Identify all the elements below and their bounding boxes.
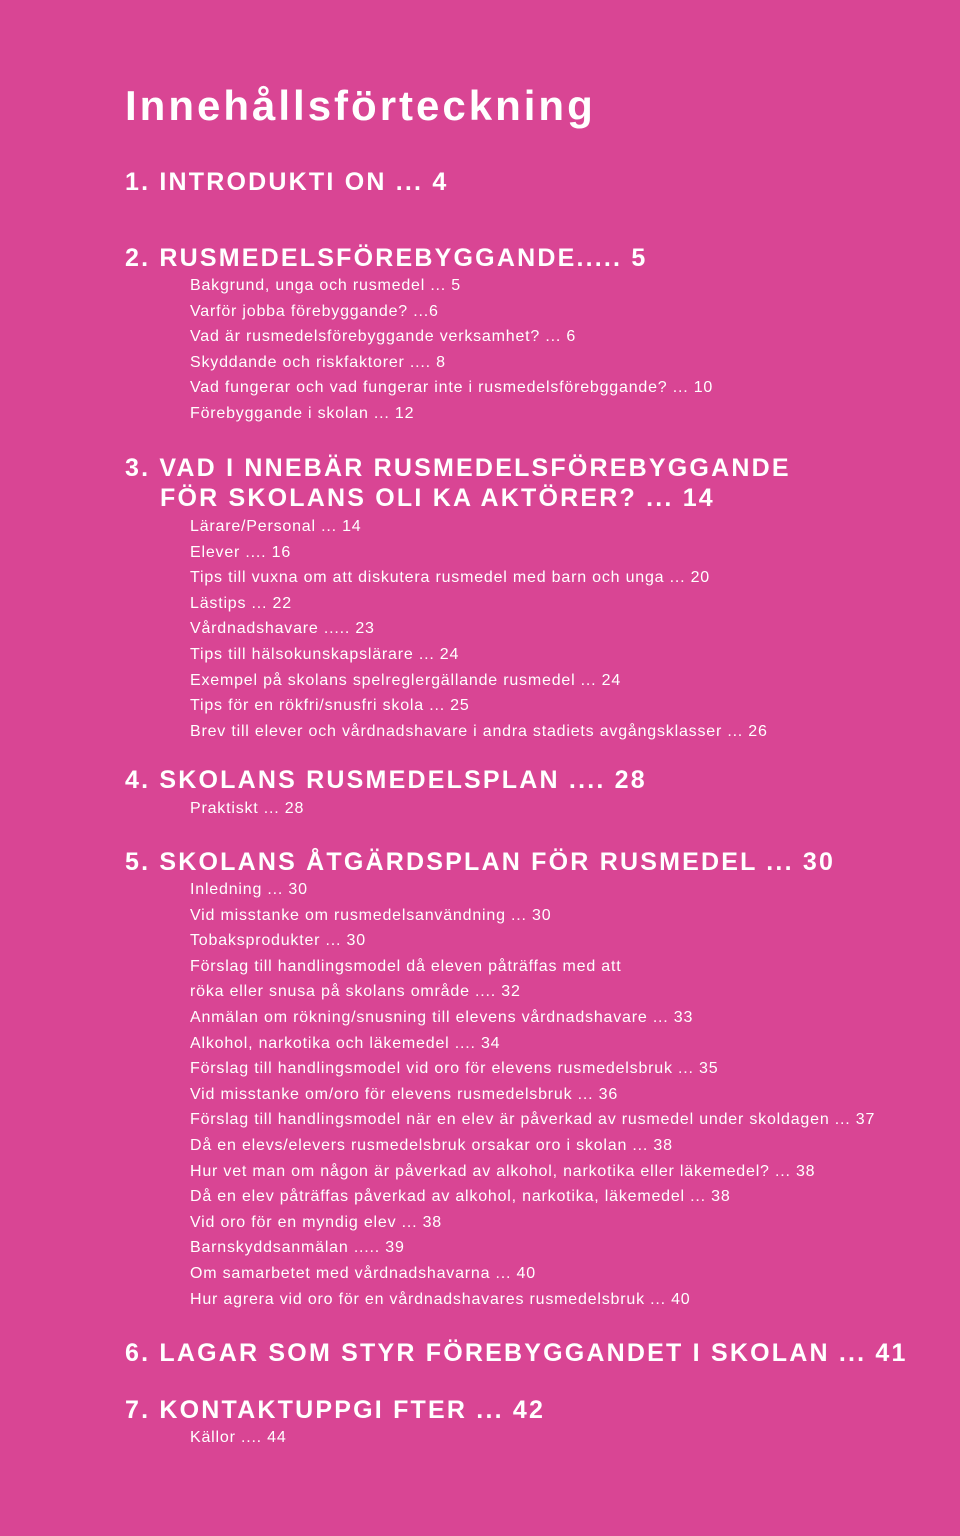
toc-item: Tips för en rökfri/snusfri skola ... 25: [190, 697, 470, 715]
toc-item: Bakgrund, unga och rusmedel ... 5: [190, 277, 461, 294]
toc-item: Varför jobba förebyggande? ...6: [190, 302, 439, 320]
section-heading-4: 4. SKOLANS RUSMEDELSPLAN .... 28: [125, 766, 647, 794]
section-heading-3: [125, 453, 791, 513]
toc-item: Förslag till handlingsmodel då eleven påträffas med att: [190, 957, 622, 975]
section-2-items: [190, 273, 713, 427]
section-heading-6: 6. LAGAR SOM STYR FÖREBYGGANDET I SKOLAN ... 41: [125, 1339, 908, 1367]
toc-item: Förebyggande i skolan ... 12: [190, 404, 415, 422]
page-title: Innehållsförteckning: [125, 82, 596, 129]
toc-item: Vid misstanke om/oro för elevens rusmedelsbruk ... 36: [190, 1085, 619, 1103]
toc-item: Elever .... 16: [190, 543, 292, 561]
section-3-items: [190, 514, 768, 744]
toc-item: Lästips ... 22: [190, 594, 292, 612]
toc-item: Förslag till handlingsmodel när en elev är påverkad av rusmedel under skoldagen ... 37: [190, 1111, 876, 1129]
toc-item: Barnskyddsanmälan ..... 39: [190, 1239, 405, 1257]
section-heading-7: 7. KONTAKTUPPGI FTER ... 42: [125, 1396, 546, 1424]
toc-item: Tobaksprodukter ... 30: [190, 932, 366, 950]
toc-item: Då en elevs/elevers rusmedelsbruk orsakar oro i skolan ... 38: [190, 1136, 673, 1154]
toc-item: Om samarbetet med vårdnadshavarna ... 40: [190, 1264, 536, 1282]
toc-item: Praktiskt ... 28: [190, 800, 305, 817]
toc-item: Tips till vuxna om att diskutera rusmedel med barn och unga ... 20: [190, 569, 710, 587]
toc-item: Alkohol, narkotika och läkemedel .... 34: [190, 1034, 501, 1052]
toc-item: Vad fungerar och vad fungerar inte i rusmedelsförebggande? ... 10: [190, 379, 714, 397]
section-heading-1: 1. INTRODUKTI ON ... 4: [125, 168, 449, 196]
toc-item: Då en elev påträffas påverkad av alkohol, narkotika, läkemedel ... 38: [190, 1188, 731, 1206]
toc-item: Vad är rusmedelsförebyggande verksamhet? ... 6: [190, 328, 577, 346]
toc-item: Hur agrera vid oro för en vårdnadshavares rusmedelsbruk ... 40: [190, 1290, 691, 1308]
toc-item: Anmälan om rökning/snusning till elevens vårdnadshavare ... 33: [190, 1008, 694, 1026]
section-7-items: [190, 1425, 287, 1451]
toc-item: röka eller snusa på skolans område .... 32: [190, 983, 521, 1001]
section-5-items: [190, 877, 875, 1312]
toc-item: Tips till hälsokunskapslärare ... 24: [190, 645, 460, 663]
toc-item: Hur vet man om någon är påverkad av alkohol, narkotika eller läkemedel? ... 38: [190, 1162, 816, 1180]
section-heading-3-line-1: 3. VAD I NNEBÄR RUSMEDELSFÖREBYGGANDE: [125, 454, 791, 482]
toc-item: Förslag till handlingsmodel vid oro för elevens rusmedelsbruk ... 35: [190, 1060, 719, 1078]
toc-item: Exempel på skolans spelreglergällande rusmedel ... 24: [190, 671, 622, 689]
section-heading-5: 5. SKOLANS ÅTGÄRDSPLAN FÖR RUSMEDEL ... 30: [125, 848, 836, 876]
section-heading-2: 2. RUSMEDELSFÖREBYGGANDE..... 5: [125, 244, 648, 272]
toc-item: Vid misstanke om rusmedelsanvändning ... 30: [190, 906, 552, 924]
toc-item: Vårdnadshavare ..... 23: [190, 620, 375, 638]
toc-item: Inledning ... 30: [190, 881, 308, 898]
toc-item: Brev till elever och vårdnadshavare i andra stadiets avgångsklasser ... 26: [190, 722, 768, 740]
toc-item: Källor .... 44: [190, 1429, 287, 1446]
toc-item: Vid oro för en myndig elev ... 38: [190, 1213, 443, 1231]
toc-item: Skyddande och riskfaktorer .... 8: [190, 353, 446, 371]
section-heading-3-line-2: FÖR SKOLANS OLI KA AKTÖRER? ... 14: [160, 484, 715, 512]
toc-item: Lärare/Personal ... 14: [190, 518, 362, 535]
section-4-items: [190, 796, 304, 822]
